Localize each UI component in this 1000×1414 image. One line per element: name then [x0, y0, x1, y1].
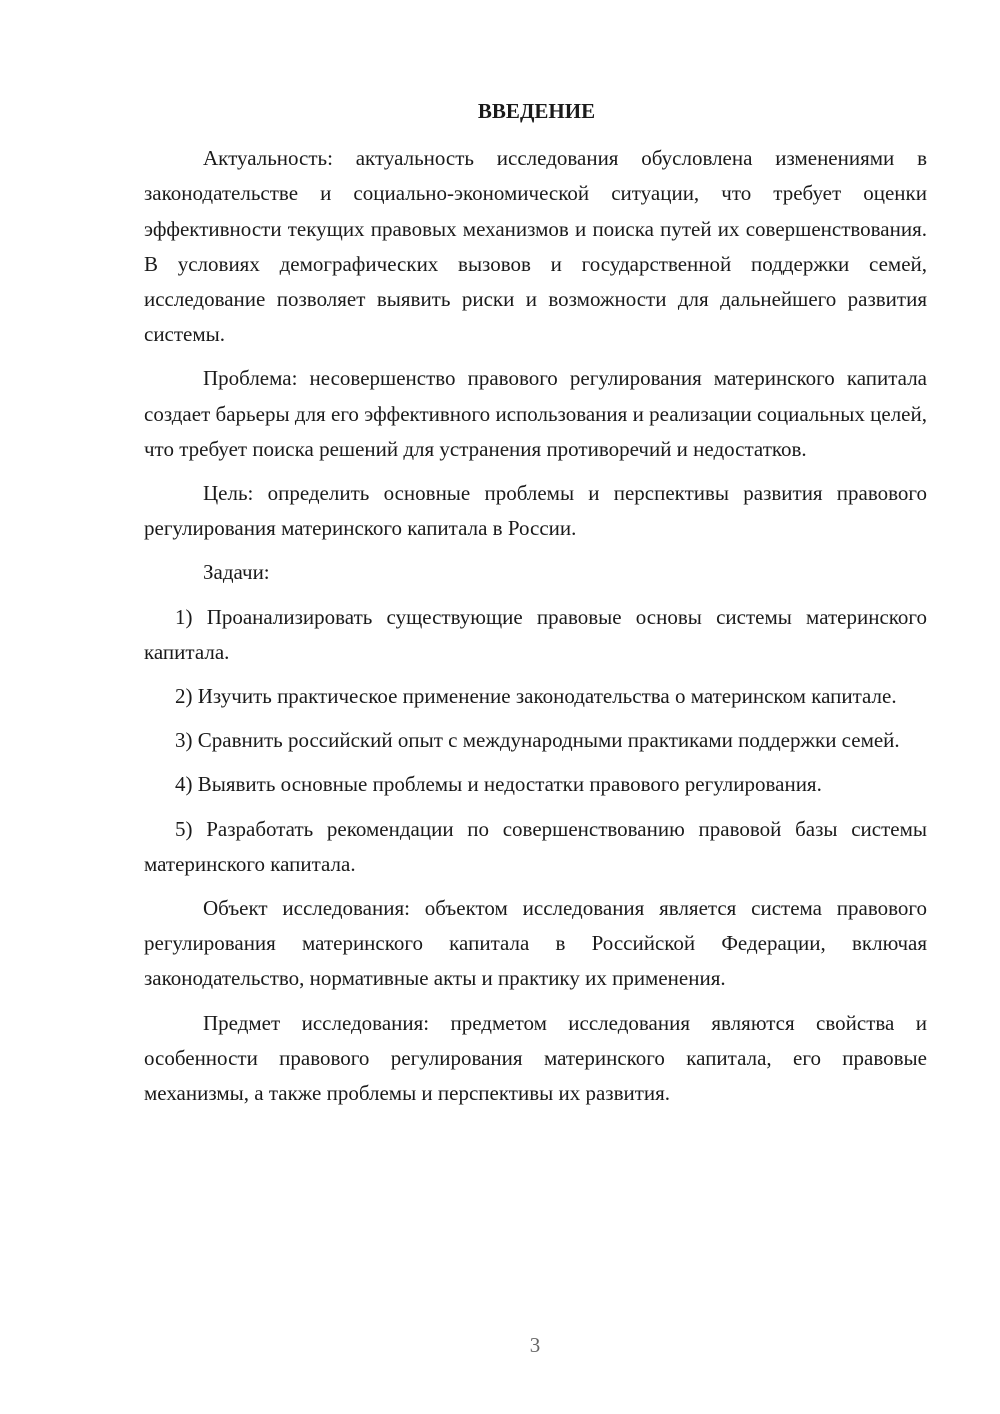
relevance-paragraph: Актуальность: актуальность исследования обусловлена изменениями в законодательстве и социально-экономической ситуации, что требует оценки эффективности текущих правовых механизмов и поиска путей их совершенствования. В условиях демографических вызовов и государственной поддержки семей, исследование позволяет выявить риски и возможности для дальнейшего развития системы. [144, 146, 927, 347]
subject-paragraph: Предмет исследования: предметом исследования являются свойства и особенности правового регулирования материнского капитала, его правовые механизмы, а также проблемы и перспективы их развития. [144, 1010, 927, 1106]
page-number: 3 [529, 1333, 541, 1357]
task-item: 2) Изучить практическое применение законодательства о материнском капитале. [175, 684, 897, 709]
tasks-label: Задачи: [203, 560, 270, 585]
task-item: 1) Проанализировать существующие правовые основы системы материнского капитала. [144, 604, 927, 664]
task-item: 4) Выявить основные проблемы и недостатки правового регулирования. [175, 772, 822, 797]
goal-paragraph: Цель: определить основные проблемы и перспективы развития правового регулирования материнского капитала в России. [144, 481, 927, 541]
object-paragraph: Объект исследования: объектом исследования является система правового регулирования материнского капитала в Российской Федерации, включая законодательство, нормативные акты и практику их применения. [144, 896, 927, 991]
problem-paragraph: Проблема: несовершенство правового регулирования материнского капитала создает барьеры для его эффективного использования и реализации социальных целей, что требует поиска решений для устранения противоречий и недостатков. [144, 366, 927, 461]
section-heading: ВВЕДЕНИЕ [477, 99, 596, 123]
task-item: 5) Разработать рекомендации по совершенствованию правовой базы системы материнского капитала. [144, 816, 927, 876]
page-body [144, 94, 927, 1120]
task-item: 3) Сравнить российский опыт с международными практиками поддержки семей. [175, 728, 900, 753]
